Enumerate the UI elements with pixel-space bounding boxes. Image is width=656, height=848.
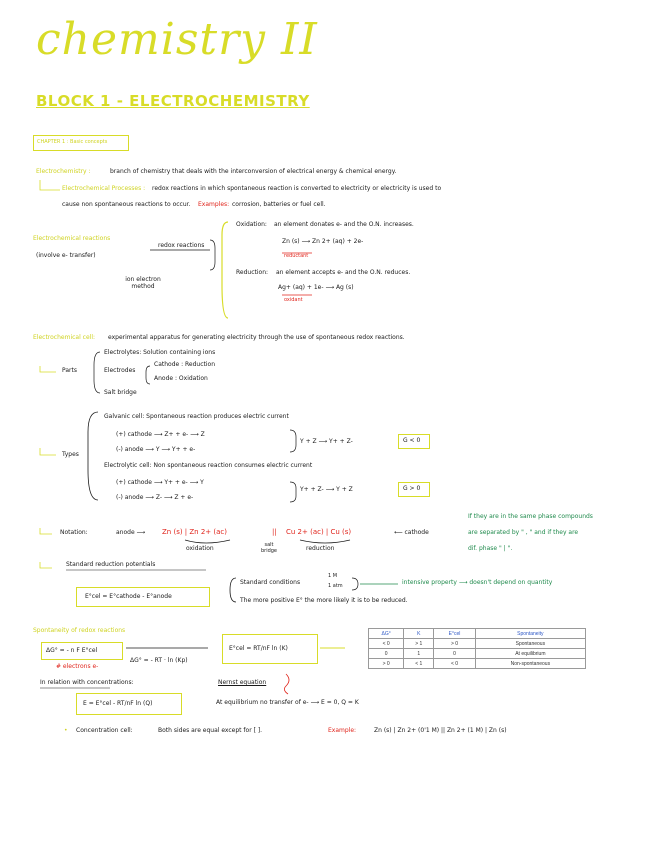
reduction-text: an element accepts e- and the O.N. reduces. — [276, 269, 411, 276]
cathode-text: Cathode : Reduction — [154, 361, 216, 368]
chapter-box — [33, 135, 129, 151]
galvanic-anode: (-) anode ⟶ Y ⟶ Y+ + e- — [116, 446, 196, 453]
electrolytic-sign-box — [398, 482, 430, 497]
notation-right: Cu 2+ (ac) | Cu (s) — [286, 528, 352, 536]
ecel-formula: E°cel = RT/nF ln (K) — [229, 645, 288, 652]
reductant-label: reductant — [284, 253, 309, 259]
table-cell: 0 — [369, 649, 404, 659]
table-cell: 1 — [404, 649, 434, 659]
spontaneity-label: Spontaneity of redox reactions — [33, 627, 126, 634]
electrolytic-sign: G > 0 — [403, 485, 421, 492]
chapter-label: CHAPTER 1 : Basic concepts — [37, 139, 108, 145]
electrons-note: # electrons e- — [56, 663, 99, 670]
positive-note: The more positive E° the more likely it is to be reduced. — [240, 597, 408, 604]
page-title: chemistry II — [36, 14, 318, 65]
concentration-text: Both sides are equal except for [ ]. — [158, 727, 263, 734]
electrochem-text: branch of chemistry that deals with the interconversion of electrical energy & chemical energy. — [110, 168, 397, 175]
reduction-equation: Ag+ (aq) + 1e- ⟶ Ag (s) — [278, 284, 354, 291]
reactions-label: Electrochemical reactions — [33, 235, 111, 242]
notation-salt-bridge: salt bridge — [260, 542, 278, 554]
electrolytic-anode: (-) anode ⟶ Z- ⟶ Z + e- — [116, 494, 194, 501]
concentration-label: Concentration cell: — [76, 727, 133, 734]
notation-anode: anode ⟶ — [116, 529, 146, 536]
table-cell: Non-spontaneous — [475, 659, 585, 669]
nernst-formula: E = E°cel - RT/nF ln (Q) — [83, 700, 153, 707]
table-cell: < 0 — [369, 639, 404, 649]
table-row — [369, 649, 586, 659]
table-header-row — [369, 629, 586, 639]
example-label: Example: — [328, 727, 357, 734]
anode-text: Anode : Oxidation — [154, 375, 208, 382]
galvanic-cathode: (+) cathode ⟶ Z+ + e- ⟶ Z — [116, 431, 205, 438]
table-cell: > 1 — [404, 639, 434, 649]
table-row — [369, 639, 586, 649]
redox-label: redox reactions — [158, 242, 205, 249]
condition-pressure: 1 atm — [328, 583, 343, 589]
dg-formula-box — [41, 642, 123, 660]
table-cell: 0 — [434, 649, 475, 659]
processes-text-2: cause non spontaneous reactions to occur. — [62, 201, 191, 208]
electrolytic-cathode: (+) cathode ⟶ Y+ + e- ⟶ Y — [116, 479, 204, 486]
nernst-label: Nernst equation — [218, 679, 267, 686]
table-cell: > 0 — [369, 659, 404, 669]
notation-label: Notation: — [60, 529, 88, 536]
processes-term: Electrochemical Processes : — [62, 185, 146, 192]
galvanic-sign: G < 0 — [403, 437, 421, 444]
oxidation-equation: Zn (s) ⟶ Zn 2+ (aq) + 2e- — [282, 238, 364, 245]
table-row — [369, 659, 586, 669]
conditions-label: Standard conditions — [240, 579, 301, 586]
nernst-formula-box — [76, 693, 182, 715]
table-cell: Spontaneous — [475, 639, 585, 649]
method-label: ion electron method — [125, 276, 161, 291]
spontaneity-table — [368, 628, 586, 669]
table-header: E°cel — [434, 629, 475, 639]
table-cell: > 0 — [434, 639, 475, 649]
examples-text: corrosion, batteries or fuel cell. — [232, 201, 326, 208]
table-header: Spontaneity — [475, 629, 585, 639]
notation-note-2: are separated by " , " and if they are — [468, 529, 579, 536]
table-cell: < 1 — [404, 659, 434, 669]
bullet-dot: • — [64, 727, 68, 734]
electrolytes-text: Electrolytes: Solution containing ions — [104, 349, 216, 356]
galvanic-text: Galvanic cell: Spontaneous reaction produces electric current — [104, 413, 289, 420]
condition-molar: 1 M — [328, 573, 338, 579]
galvanic-sign-box — [398, 434, 430, 449]
cell-term: Electrochemical cell: — [33, 334, 96, 341]
reactions-sub: (involve e- transfer) — [36, 252, 96, 259]
table-header: K — [404, 629, 434, 639]
notation-left: Zn (s) | Zn 2+ (ac) — [162, 528, 227, 536]
galvanic-equation: Y + Z ⟶ Y+ + Z- — [300, 438, 353, 445]
notation-oxidation: oxidation — [186, 545, 214, 552]
ecel-formula-box — [222, 634, 318, 664]
potentials-label: Standard reduction potentials — [66, 561, 156, 568]
salt-bridge-text: Salt bridge — [104, 389, 137, 396]
oxidation-label: Oxidation: — [236, 221, 267, 228]
potentials-formula: E°cel = E°cathode - E°anode — [85, 593, 172, 600]
block-title: BLOCK 1 - ELECTROCHEMISTRY — [36, 92, 310, 110]
notation-cathode: ⟵ cathode — [394, 529, 429, 536]
relation-label: In relation with concentrations: — [40, 679, 134, 686]
electrolytic-equation: Y+ + Z- ⟶ Y + Z — [300, 486, 353, 493]
dg-formula: ΔG° = - n F E°cel — [46, 647, 98, 654]
table-header: ΔG° — [369, 629, 404, 639]
electrolytic-text: Electrolytic cell: Non spontaneous reaction consumes electric current — [104, 462, 313, 469]
examples-label: Examples: — [198, 201, 230, 208]
table-cell: At equilibrium — [475, 649, 585, 659]
example-text: Zn (s) | Zn 2+ (0'1 M) || Zn 2+ (1 M) | Zn (s) — [374, 727, 507, 734]
cell-text: experimental apparatus for generating electricity through the use of spontaneous redox reactions. — [108, 334, 405, 341]
oxidation-text: an element donates e- and the O.N. increases. — [274, 221, 414, 228]
reduction-label: Reduction: — [236, 269, 269, 276]
types-label: Types — [62, 451, 79, 458]
electrochem-term: Electrochemistry : — [36, 168, 91, 175]
intensive-note: intensive property ⟶ doesn't depend on quantity — [402, 579, 553, 586]
notation-separator: || — [272, 528, 277, 536]
notation-reduction: reduction — [306, 545, 335, 552]
electrodes-label: Electrodes — [104, 367, 136, 374]
potentials-formula-box — [76, 587, 210, 607]
notation-note-1: If they are in the same phase compounds — [468, 513, 593, 520]
parts-label: Parts — [62, 367, 77, 374]
processes-text: redox reactions in which spontaneous reaction is converted to electricity or electricity is used to — [152, 185, 442, 192]
table-cell: < 0 — [434, 659, 475, 669]
equilibrium-note: At equilibrium no transfer of e- ⟶ E = 0, Q = K — [216, 699, 359, 706]
oxidant-label: oxidant — [284, 297, 303, 303]
dg-formula-2: ΔG° = - RT · ln (Kp) — [130, 657, 188, 664]
notation-note-3: dif. phase " | ". — [468, 545, 513, 552]
